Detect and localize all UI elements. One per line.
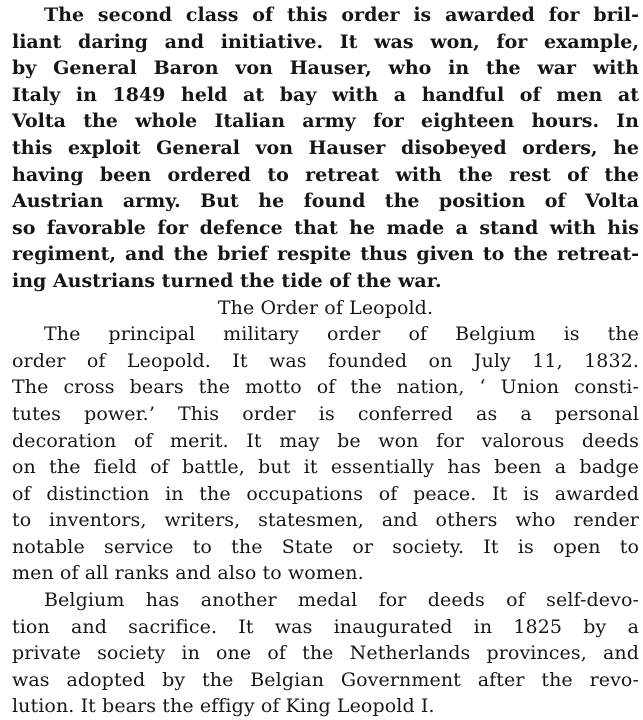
- text-line: lution. It bears the effigy of King Leopold I.: [12, 695, 435, 718]
- text-line: private society in one of the Netherlands provinces, and: [12, 642, 639, 665]
- text-line: notable service to the State or society. It is open to: [12, 535, 639, 558]
- text-line: ing Austrians turned the tide of the war.: [12, 269, 442, 292]
- paragraph-second-class: [12, 2, 639, 295]
- text-line: this exploit General von Hauser disobeyed orders, he: [12, 136, 639, 159]
- text-line: tutes power.’ This order is conferred as a personal: [12, 402, 639, 425]
- text-line: so favorable for defence that he made a stand with his: [12, 216, 639, 239]
- text-line: of distinction in the occupations of peace. It is awarded: [12, 482, 639, 505]
- text-line: The cross bears the motto of the nation, ‘ Union consti-: [12, 376, 639, 399]
- paragraph-order-of-leopold: [12, 321, 639, 587]
- text-line: by General Baron von Hauser, who in the war with: [12, 57, 639, 80]
- text-line: regiment, and the brief respite thus given to the retreat-: [12, 243, 639, 266]
- text-line: having been ordered to retreat with the rest of the: [12, 163, 639, 186]
- text-line: to inventors, writers, statesmen, and others who render: [12, 509, 639, 532]
- text-line: men of all ranks and also to women.: [12, 562, 364, 585]
- text-line: order of Leopold. It was founded on July 11, 1832.: [12, 349, 639, 372]
- text-line: was adopted by the Belgian Government after the revo-: [12, 668, 639, 691]
- text-line: Belgium has another medal for deeds of self-devo-: [44, 589, 639, 612]
- text-line: The principal military order of Belgium is the: [44, 323, 639, 346]
- text-line: decoration of merit. It may be won for valorous deeds: [12, 429, 639, 452]
- text-line: liant daring and initiative. It was won, for example,: [12, 30, 639, 53]
- text-line: Austrian army. But he found the position of Volta: [12, 190, 639, 213]
- text-line: The second class of this order is awarded for bril-: [44, 4, 639, 26]
- section-heading: The Order of Leopold.: [217, 296, 434, 319]
- paragraph-belgian-medal: [12, 587, 639, 720]
- text-line: Italy in 1849 held at bay with a handful of men at: [12, 83, 639, 106]
- text-line: Volta the whole Italian army for eighteen hours. In: [12, 110, 639, 133]
- text-line: tion and sacrifice. It was inaugurated in 1825 by a: [12, 615, 639, 638]
- text-line: on the field of battle, but it essentially has been a badge: [12, 456, 639, 479]
